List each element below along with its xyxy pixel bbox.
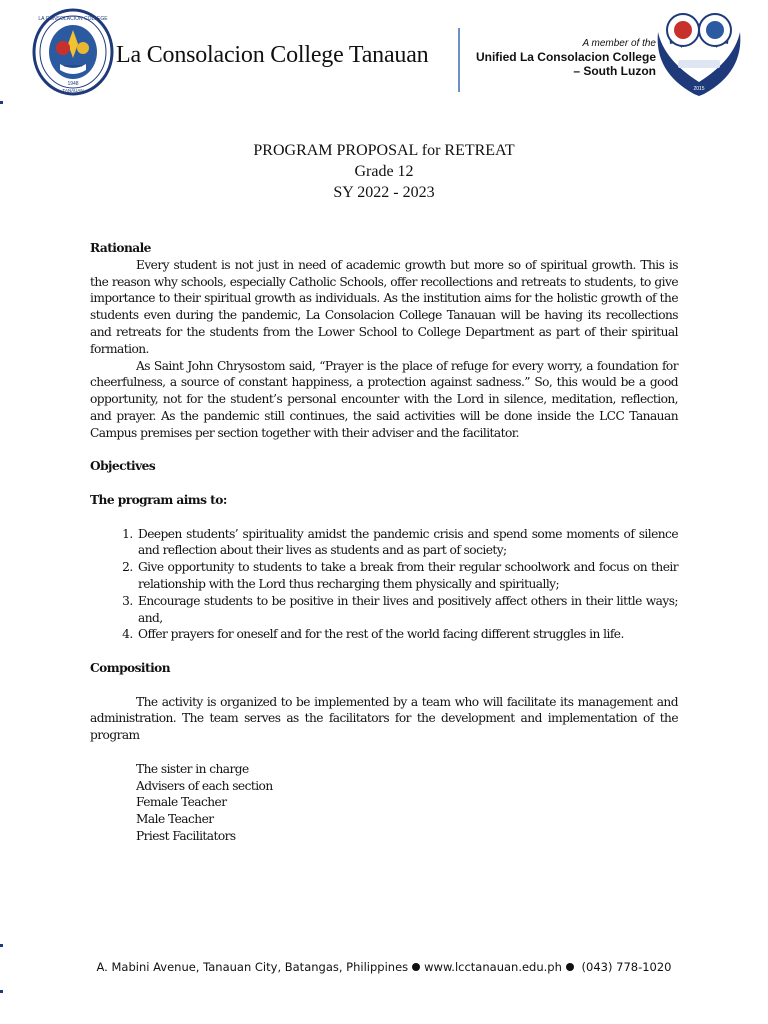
member-line-2: Unified La Consolacion College xyxy=(475,50,656,64)
rationale-heading: Rationale xyxy=(90,241,151,255)
title-line-2: Grade 12 xyxy=(354,163,414,180)
team-role: Female Teacher xyxy=(136,795,227,810)
seal-left-top-text: LA CONSOLACION COLLEGE xyxy=(38,16,108,22)
footer-phone: (043) 778-1020 xyxy=(581,960,672,974)
objective-item: 1. Deepen students’ spirituality amidst the pandemic crisis and spend some moments of silence and reflection about their lives as students and as part of society; xyxy=(136,526,678,560)
footer-contact xyxy=(0,960,768,974)
rationale-paragraph-2: As Saint John Chrysostom said, “Prayer is the place of refuge for every worry, a foundation for cheerfulness, a source of constant happiness, a protection against sadness.” So, this would be a good opportunity, not for the student’s personal encounter with the Lord in silence, meditation, reflection, and prayer. As the pandemic still continues, the said activities will be done inside the LCC Tanauan Campus premises per section together with their adviser and the facilitator. xyxy=(90,358,678,440)
seal-left-year: 1948 xyxy=(67,81,79,87)
composition-paragraph: The activity is organized to be implemented by a team who will facilitate its management and administration. The team serves as the facilitators for the development and implementation of the program xyxy=(90,694,678,743)
rationale-paragraph-1: Every student is not just in need of academic growth but more so of spiritual growth. This is the reason why schools, especially Catholic Schools, offer recollections and retreats to students, to give importance to their spiritual growth as individuals. As the institution aims for the holistic growth of the students even during the pandemic, La Consolacion College Tanauan will be having its recollections and retreats for the students from the Lower School to College Department as part of their spiritual formation. xyxy=(90,257,678,356)
document-body xyxy=(90,240,678,845)
edge-mark xyxy=(0,101,3,104)
team-role: Priest Facilitators xyxy=(136,828,236,843)
college-name: La Consolacion College Tanauan xyxy=(116,42,429,68)
seal-left-bottom-text: TANAUAN xyxy=(62,88,84,93)
document-title xyxy=(0,140,768,203)
unified-seal-logo xyxy=(654,2,744,98)
footer-address: A. Mabini Avenue, Tanauan City, Batangas, Philippines xyxy=(96,960,409,974)
edge-mark xyxy=(0,990,3,993)
objective-item: 4. Offer prayers for oneself and for the rest of the world facing different struggles in life. xyxy=(136,626,678,643)
team-roles-list xyxy=(90,761,678,845)
title-line-3: SY 2022 - 2023 xyxy=(333,184,435,201)
title-line-1: PROGRAM PROPOSAL for RETREAT xyxy=(253,142,515,159)
header-divider xyxy=(458,28,460,92)
composition-heading: Composition xyxy=(90,660,171,675)
college-seal-logo xyxy=(32,8,114,96)
team-role: Advisers of each section xyxy=(136,778,273,793)
footer-website[interactable]: www.lcctanauan.edu.ph xyxy=(424,960,562,974)
membership-note xyxy=(466,37,656,78)
team-role: Male Teacher xyxy=(136,812,214,827)
objectives-heading: Objectives xyxy=(90,459,156,474)
seal-right-year: 2015 xyxy=(693,86,705,92)
team-role: The sister in charge xyxy=(136,761,249,776)
edge-mark xyxy=(0,944,3,947)
objectives-list xyxy=(90,526,678,644)
objective-item: 2. Give opportunity to students to take a break from their regular schoolwork and focus on their relationship with the Lord thus recharging them physically and spiritually; xyxy=(136,559,678,593)
member-line-3: – South Luzon xyxy=(573,64,656,78)
member-line-1: A member of the xyxy=(582,38,656,49)
letterhead xyxy=(0,0,768,100)
bullet-dot-icon xyxy=(412,963,420,971)
objective-item: 3. Encourage students to be positive in their lives and positively affect others in their little ways; and, xyxy=(136,593,678,627)
objectives-intro: The program aims to: xyxy=(90,492,227,507)
bullet-dot-icon xyxy=(566,963,574,971)
